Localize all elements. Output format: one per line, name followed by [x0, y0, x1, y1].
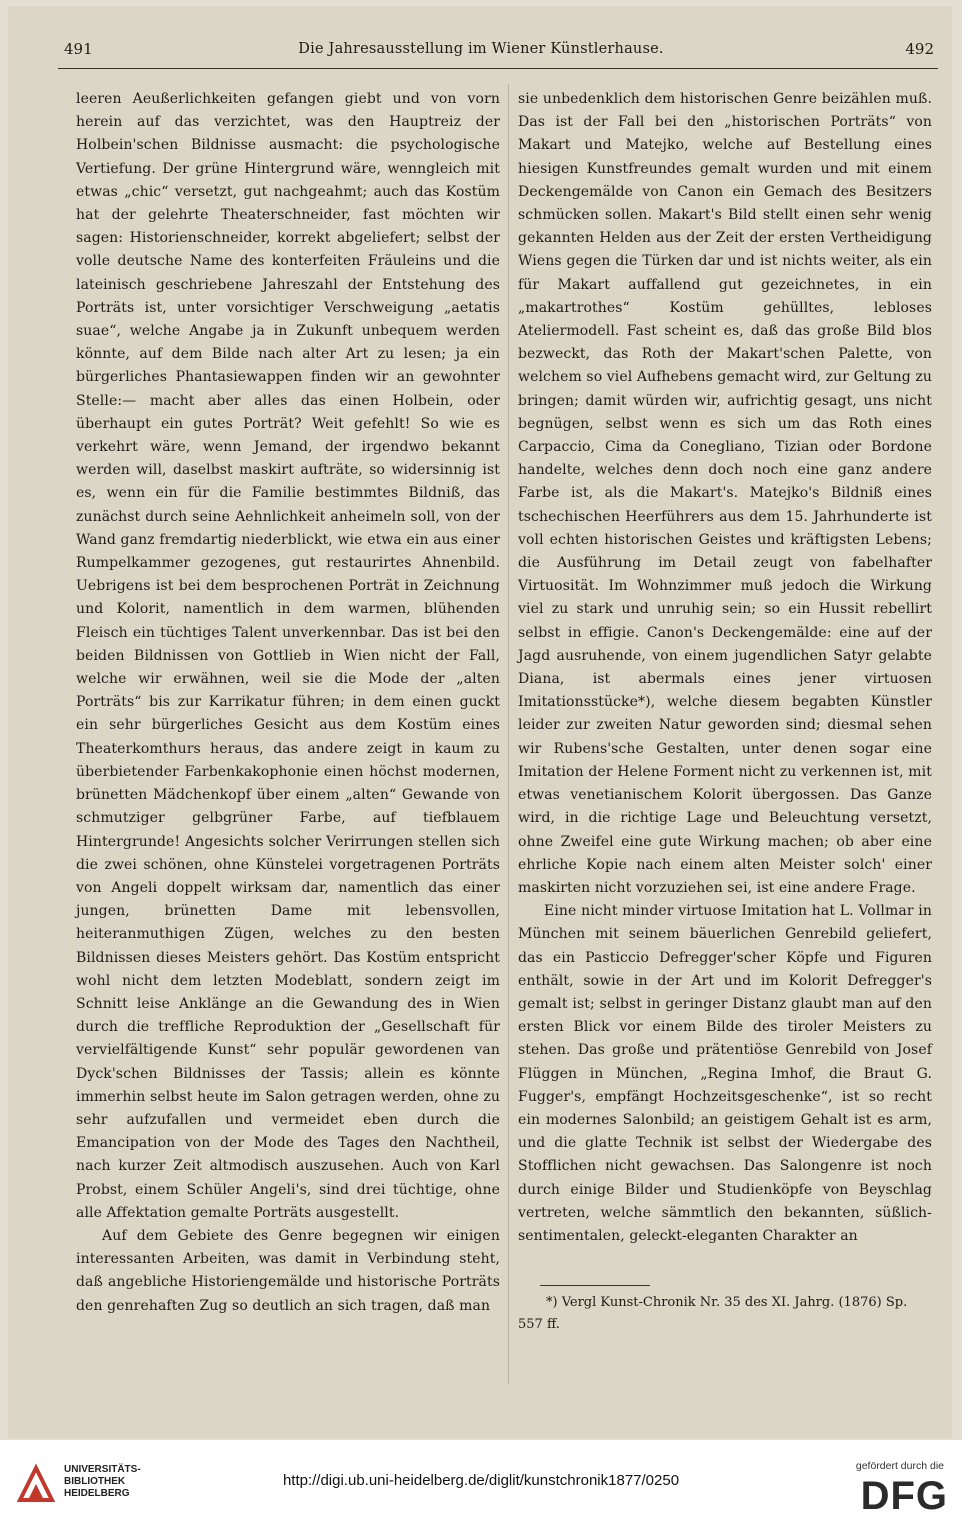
- page-number-right: 492: [905, 40, 934, 58]
- header-rule: [58, 68, 938, 69]
- paragraph: sie unbedenklich dem historischen Genre beizählen muß. Das ist der Fall bei den „historischen Porträts“ von Makart und Matejko, welche auf Bestellung eines hiesigen Kunstfreundes gemalt wurden und mit einem Deckengemälde von Canon ein Gemach des Besitzers schmücken sollen. Makart's Bild stellt einen sehr wenig gekannten Helden aus der Zeit der ersten Vertheidigung Wiens gegen die Türken dar und ist nichts weiter, als ein für Makart auffallend gut gezeichnetes, in ein „makartrothes“ Kostüm gehülltes, lebloses Ateliermodell. Fast scheint es, daß das große Bild blos bezweckt, das Roth der Makart'schen Palette, von welchem so viel Aufhebens gemacht wird, zur Geltung zu bringen; damit würden wir, aufrichtig gesagt, uns nicht begnügen, selbst wenn es sich um das Roth eines Carpaccio, Cima da Conegliano, Tizian oder Bordone handelte, welches denn doch noch eine ganz andere Farbe ist, als die Makart's. Matejko's Bildniß eines tschechischen Heerführers aus dem 15. Jahrhunderte ist voll echten historischen Geistes und kräftigsten Lebens; die Ausführung im Detail zeugt von fabelhafter Virtuosität. Im Wohnzimmer muß jedoch die Wirkung viel zu stark und unruhig sein; so ein Hussit rebellirt selbst in effigie. Canon's Deckengemälde: eine auf der Jagd ausruhende, von einem jugendlichen Satyr gelabte Diana, ist abermals eines jener virtuosen Imitationsstücke*), welche diesem begabten Künstler leider zur zweiten Natur geworden sind; diesmal sehen wir Rubens'sche Gestalten, unter denen sogar eine Imitation der Helene Forment nicht zu verkennen ist, mit etwas venetianischem Kolorit übergossen. Das Ganze wird, in die richtige Lage und Beleuchtung versetzt, ohne Zweifel eine gute Wirkung machen; ob aber eine ehrliche Kopie nach einem alten Meister solch' einer maskirten nicht vorzuziehen sei, ist eine andere Frage.: [518, 91, 932, 896]
- running-title: Die Jahresausstellung im Wiener Künstlerhause.: [298, 41, 664, 57]
- left-column: [76, 88, 500, 1318]
- funding-label: gefördert durch die: [855, 1460, 944, 1472]
- dfg-logo: DFG: [860, 1474, 948, 1518]
- library-name-line: HEIDELBERG: [64, 1488, 130, 1499]
- library-name-line: BIBLIOTHEK: [64, 1476, 126, 1487]
- footnote: *) Vergl Kunst-Chronik Nr. 35 des XI. Jahrg. (1876) Sp. 557 ff.: [518, 1295, 908, 1332]
- paragraph: Eine nicht minder virtuose Imitation hat L. Vollmar in München mit seinem bäuerlichen Genrebild geliefert, das ein Pasticcio Defregger'scher Köpfe und Figuren enthält, sowie in der Art und im Kolorit Defregger's gemalt ist; selbst in geringer Distanz glaubt man auf den ersten Blick vor einem Bilde des tiroler Meisters zu stehen. Das große und prätentiöse Genrebild von Josef Flüggen in München, „Regina Imhof, die Braut G. Fugger's, empfängt Hochzeitsgeschenke“, ist so recht ein modernes Salonbild; an geistigem Gehalt ist es arm, und die glatte Technik ist selbst der Wiedergabe des Stofflichen nicht gewachsen. Das Salongenre ist noch durch einige Bilder und Studienköpfe von Beyschlag vertreten, welche sämmtlich den bekannten, süßlich-sentimentalen, geleckt-eleganten Charakter an: [518, 903, 932, 1244]
- footnote-rule: [540, 1285, 650, 1286]
- paragraph: Auf dem Gebiete des Genre begegnen wir einigen interessanten Arbeiten, was damit in Verbindung steht, daß angebliche Historiengemälde und historische Porträts den genrehaften Zug so deutlich an sich tragen, daß man: [76, 1227, 500, 1314]
- page-number-left: 491: [64, 40, 93, 58]
- right-column: [518, 88, 932, 1248]
- paragraph: leeren Aeußerlichkeiten gefangen giebt und von vorn herein auf das verzichtet, was den Hauptreiz der Holbein'schen Bildnisse ausmacht: die psychologische Vertiefung. Der grüne Hintergrund wäre, wenngleich mit etwas „chic“ versetzt, gut nachgeahmt; auch das Kostüm hat der gelehrte Theaterschneider, fast möchten wir sagen: Historienschneider, korrekt abgeliefert; selbst der volle deutsche Name des konterfeiten Fräuleins und die lateinisch geschriebene Jahreszahl der Entstehung des Porträts ist, unter vorsichtiger Verschweigung „aetatis suae“, welche Angabe ja in Zukunft unbequem werden könnte, auf dem Bilde nach alter Art zu lesen; ja ein bürgerliches Phantasiewappen finden wir an gewohnter Stelle:— macht aber alles das einen Holbein, oder überhaupt ein gutes Porträt? Weit gefehlt! So wie es verkehrt wäre, wenn Jemand, der irgendwo bekannt werden will, daselbst maskirt aufträte, so widersinnig ist es, wenn ein für die Familie bestimmtes Bildniß, das zunächst durch seine Aehnlichkeit anheimeln soll, von der Wand ganz fremdartig niederblickt, wie etwa ein aus einer Rumpelkammer gezogenes, gut restaurirtes Ahnenbild. Uebrigens ist bei dem besprochenen Porträt in Zeichnung und Kolorit, namentlich in dem warmen, blühenden Fleisch ein tüchtiges Talent unverkennbar. Das ist bei den beiden Bildnissen von Gottlieb in Wien nicht der Fall, welche wir erwähnen, weil sie die Mode der „alten Porträts“ bis zur Karrikatur führen; in dem einen guckt ein sehr bürgerliches Gesicht aus dem Kostüm eines Theaterkomthurs heraus, das andere zeigt in kaum zu überbietender Farbenkakophonie einen höchst modernen, brünetten Mädchenkopf über einem „alten“ Gewande von schmutziger gelbgrüner Farbe, auf tiefblauem Hintergrunde! Angesichts solcher Verirrungen stellen sich die zwei schönen, ohne Künstelei vorgetragenen Porträts von Angeli doppelt wirksam dar, namentlich das einer jungen, brünetten Dame mit lebensvollen, heiteranmuthigen Zügen, welches zu den besten Bildnissen dieses Meisters gehört. Das Kostüm entspricht wohl nicht dem letzten Modeblatt, sondern zeigt im Schnitt leise Anklänge an die Gewandung des in Wien durch die treffliche Reproduktion der „Gesellschaft für vervielfältigende Kunst“ sehr populär gewordenen van Dyck'schen Bildnisses der Tassis; allein es könnte immerhin selbst heute im Salon getragen werden, ohne zu sehr aufzufallen und vermeidet eben durch die Emancipation von der Mode des Tages den Nachtheil, nach kurzer Zeit altmodisch auszusehen. Auch von Karl Probst, einem Schüler Angeli's, sind drei tüchtige, ohne alle Affektation gemalte Porträts ausgestellt.: [76, 91, 500, 1221]
- column-divider: [508, 84, 509, 1384]
- source-url-link[interactable]: http://digi.ub.uni-heidelberg.de/diglit/kunstchronik1877/0250: [282, 1472, 680, 1489]
- library-name-line: UNIVERSITÄTS-: [64, 1464, 141, 1475]
